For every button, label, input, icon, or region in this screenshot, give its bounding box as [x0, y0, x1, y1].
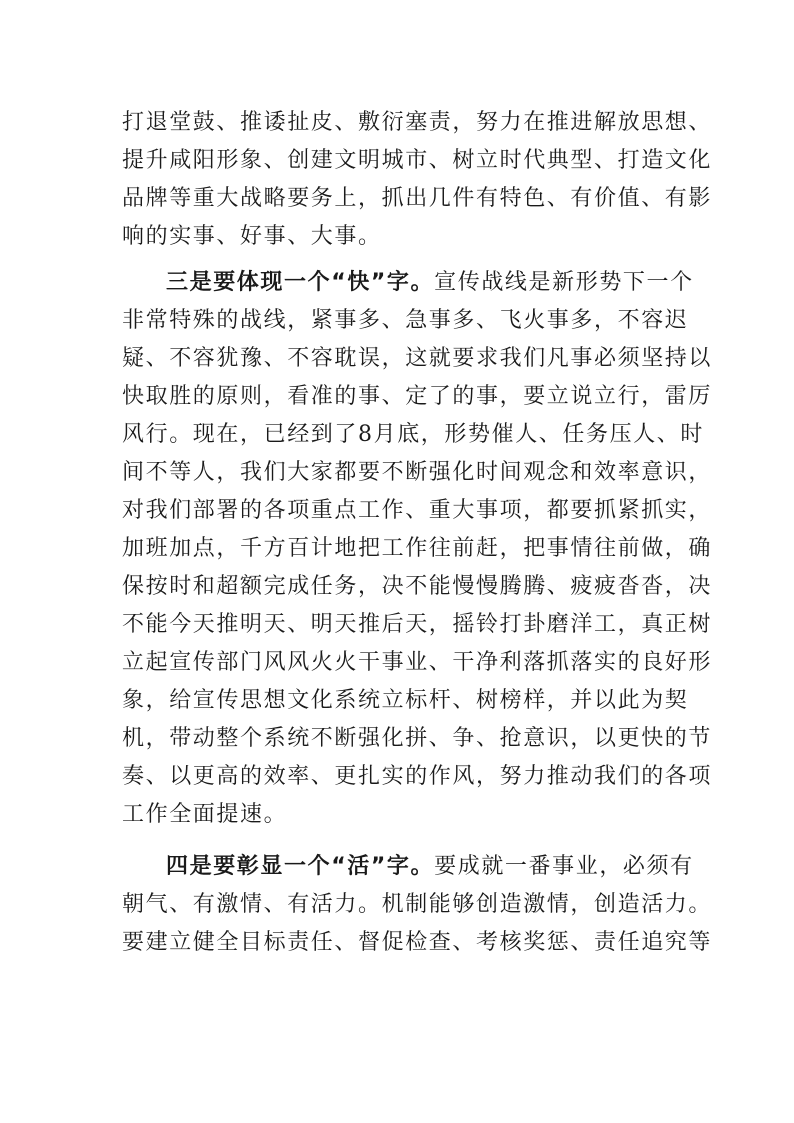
- text-line: 要建立健全目标责任、督促检查、考核奖惩、责任追究等: [122, 930, 713, 955]
- text-line: 朝气、有激情、有活力。机制能够创造激情，创造活力。: [122, 892, 713, 917]
- paragraph-3-first-line: [166, 265, 694, 301]
- text-line: 机，带动整个系统不断强化拼、争、抢意识，以更快的节: [122, 726, 713, 751]
- paragraph-3-first-text: 宣传战线是新形势下一个: [434, 270, 694, 295]
- paragraph-4-heading: 四是要彰显一个“活”字。: [166, 854, 435, 879]
- text-line: 不能今天推明天、明天推后天，摇铃打卦磨洋工，真正树: [122, 612, 713, 637]
- text-line: 非常特殊的战线，紧事多、急事多、飞火事多，不容迟: [122, 308, 689, 333]
- text-line: 疑、不容犹豫、不容耽误，这就要求我们凡事必须坚持以: [122, 346, 713, 371]
- text-line: 奏、以更高的效率、更扎实的作风，努力推动我们的各项: [122, 764, 713, 789]
- text-line: 风行。现在，已经到了8月底，形势催人、任务压人、时: [122, 422, 704, 447]
- text-line: 保按时和超额完成任务，决不能慢慢腾腾、疲疲沓沓，决: [122, 574, 713, 599]
- text-line: 响的实事、好事、大事。: [122, 224, 382, 249]
- text-line: 立起宣传部门风风火火干事业、干净利落抓落实的良好形: [122, 650, 713, 675]
- text-line: 打退堂鼓、推诿扯皮、敷衍塞责，努力在推进解放思想、: [122, 110, 713, 135]
- text-line: 工作全面提速。: [122, 802, 288, 827]
- text-line: 品牌等重大战略要务上，抓出几件有特色、有价值、有影: [122, 186, 713, 211]
- paragraph-4-first-text: 要成就一番事业，必须有: [434, 854, 694, 879]
- text-line: 提升咸阳形象、创建文明城市、树立时代典型、打造文化: [122, 148, 713, 173]
- text-line: 加班加点，千方百计地把工作往前赶，把事情往前做，确: [122, 536, 713, 561]
- text-line: 象，给宣传思想文化系统立标杆、树榜样，并以此为契: [122, 688, 689, 713]
- text-line: 间不等人，我们大家都要不断强化时间观念和效率意识，: [122, 460, 713, 485]
- paragraph-3-heading: 三是要体现一个“快”字。: [166, 270, 435, 295]
- paragraph-4-first-line: [166, 849, 694, 885]
- text-line: 对我们部署的各项重点工作、重大事项，都要抓紧抓实，: [122, 498, 713, 523]
- text-line: 快取胜的原则，看准的事、定了的事，要立说立行，雷厉: [122, 384, 713, 409]
